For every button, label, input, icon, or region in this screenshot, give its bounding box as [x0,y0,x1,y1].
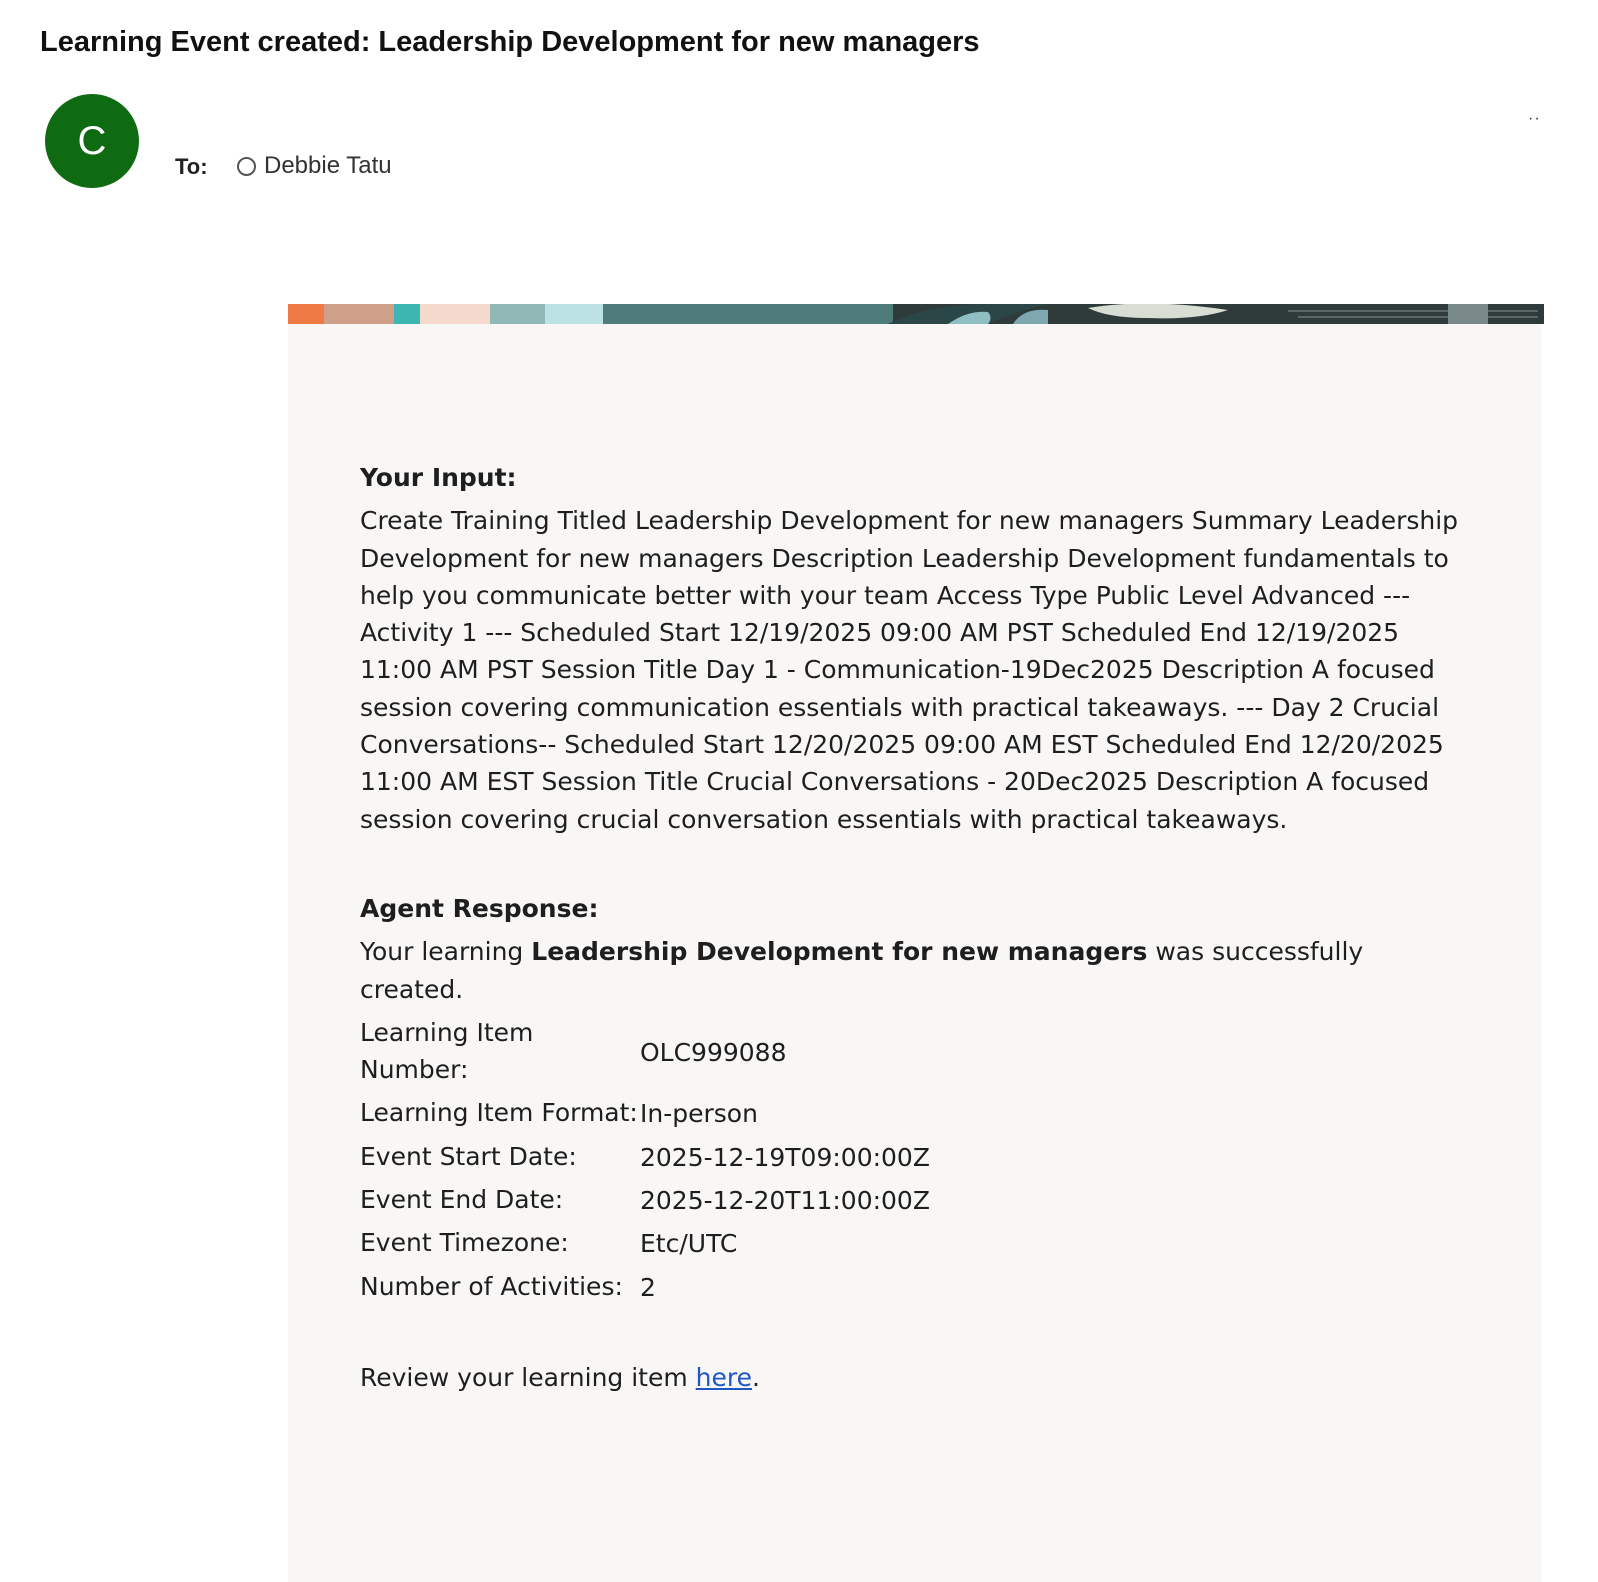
banner-graphic [288,304,1544,324]
email-subject: Learning Event created: Leadership Development for new managers [40,26,980,58]
response-prefix: Your learning [360,937,532,967]
detail-label: Event End Date: [360,1185,564,1215]
detail-value: In-person [640,1099,758,1129]
table-row [360,1222,930,1265]
response-learning-title: Leadership Development for new managers [531,937,1148,967]
input-text: Create Training Titled Leadership Development for new managers Summary Leadership Development for new managers Description Leadership Development fundamentals to help you communicate better with your team Access Type Public Level Advanced --- Activity 1 --- Scheduled Start 12/19/2025 09:00 AM PST Scheduled End 12/19/2025 11:00 AM PST Session Title Day 1 - Communication-19Dec2025 Description A focused session covering communication essentials with practical takeaways. --- Day 2 Crucial Conversations-- Scheduled Start 12/20/2025 09:00 AM EST Scheduled End 12/20/2025 11:00 AM EST Session Title Crucial Conversations - 20Dec2025 Description A focused session covering crucial conversation essentials with practical takeaways. [360,506,1459,834]
detail-value: 2025-12-20T11:00:00Z [640,1186,930,1216]
detail-label: Learning Item Format: [360,1098,638,1128]
table-row [360,1012,930,1093]
response-suffix: was successfully created. [360,937,1364,1004]
review-suffix: . [752,1362,760,1392]
message-content [360,459,1470,1396]
response-heading: Agent Response: [360,893,599,923]
detail-value: 2 [640,1272,656,1302]
detail-label: Event Timezone: [360,1228,569,1258]
agent-response-section [360,890,1470,1396]
recipient-chip[interactable] [237,152,392,180]
response-message [360,933,1470,1008]
detail-value: 2025-12-19T09:00:00Z [640,1142,930,1172]
detail-value: Etc/UTC [640,1229,738,1259]
review-prefix: Review your learning item [360,1362,696,1392]
table-row [360,1266,930,1309]
detail-label: Learning Item Number: [360,1017,534,1085]
table-row [360,1092,930,1135]
detail-label: Number of Activities: [360,1271,623,1301]
to-label: To: [175,154,208,179]
review-line [360,1359,1470,1396]
sender-avatar[interactable] [45,94,139,188]
email-body-card [288,304,1541,1582]
review-here-link[interactable]: here [695,1362,753,1392]
table-row [360,1179,930,1222]
input-heading: Your Input: [360,463,517,492]
more-dots-icon[interactable]: ·· [1528,110,1541,127]
sender-initial: C [77,118,107,163]
learning-details-table [360,1012,930,1309]
table-row [360,1136,930,1179]
detail-label: Event Start Date: [360,1141,577,1171]
detail-value: OLC999088 [640,1037,787,1067]
presence-status-icon [237,157,256,176]
recipient-name: Debbie Tatu [264,152,392,179]
